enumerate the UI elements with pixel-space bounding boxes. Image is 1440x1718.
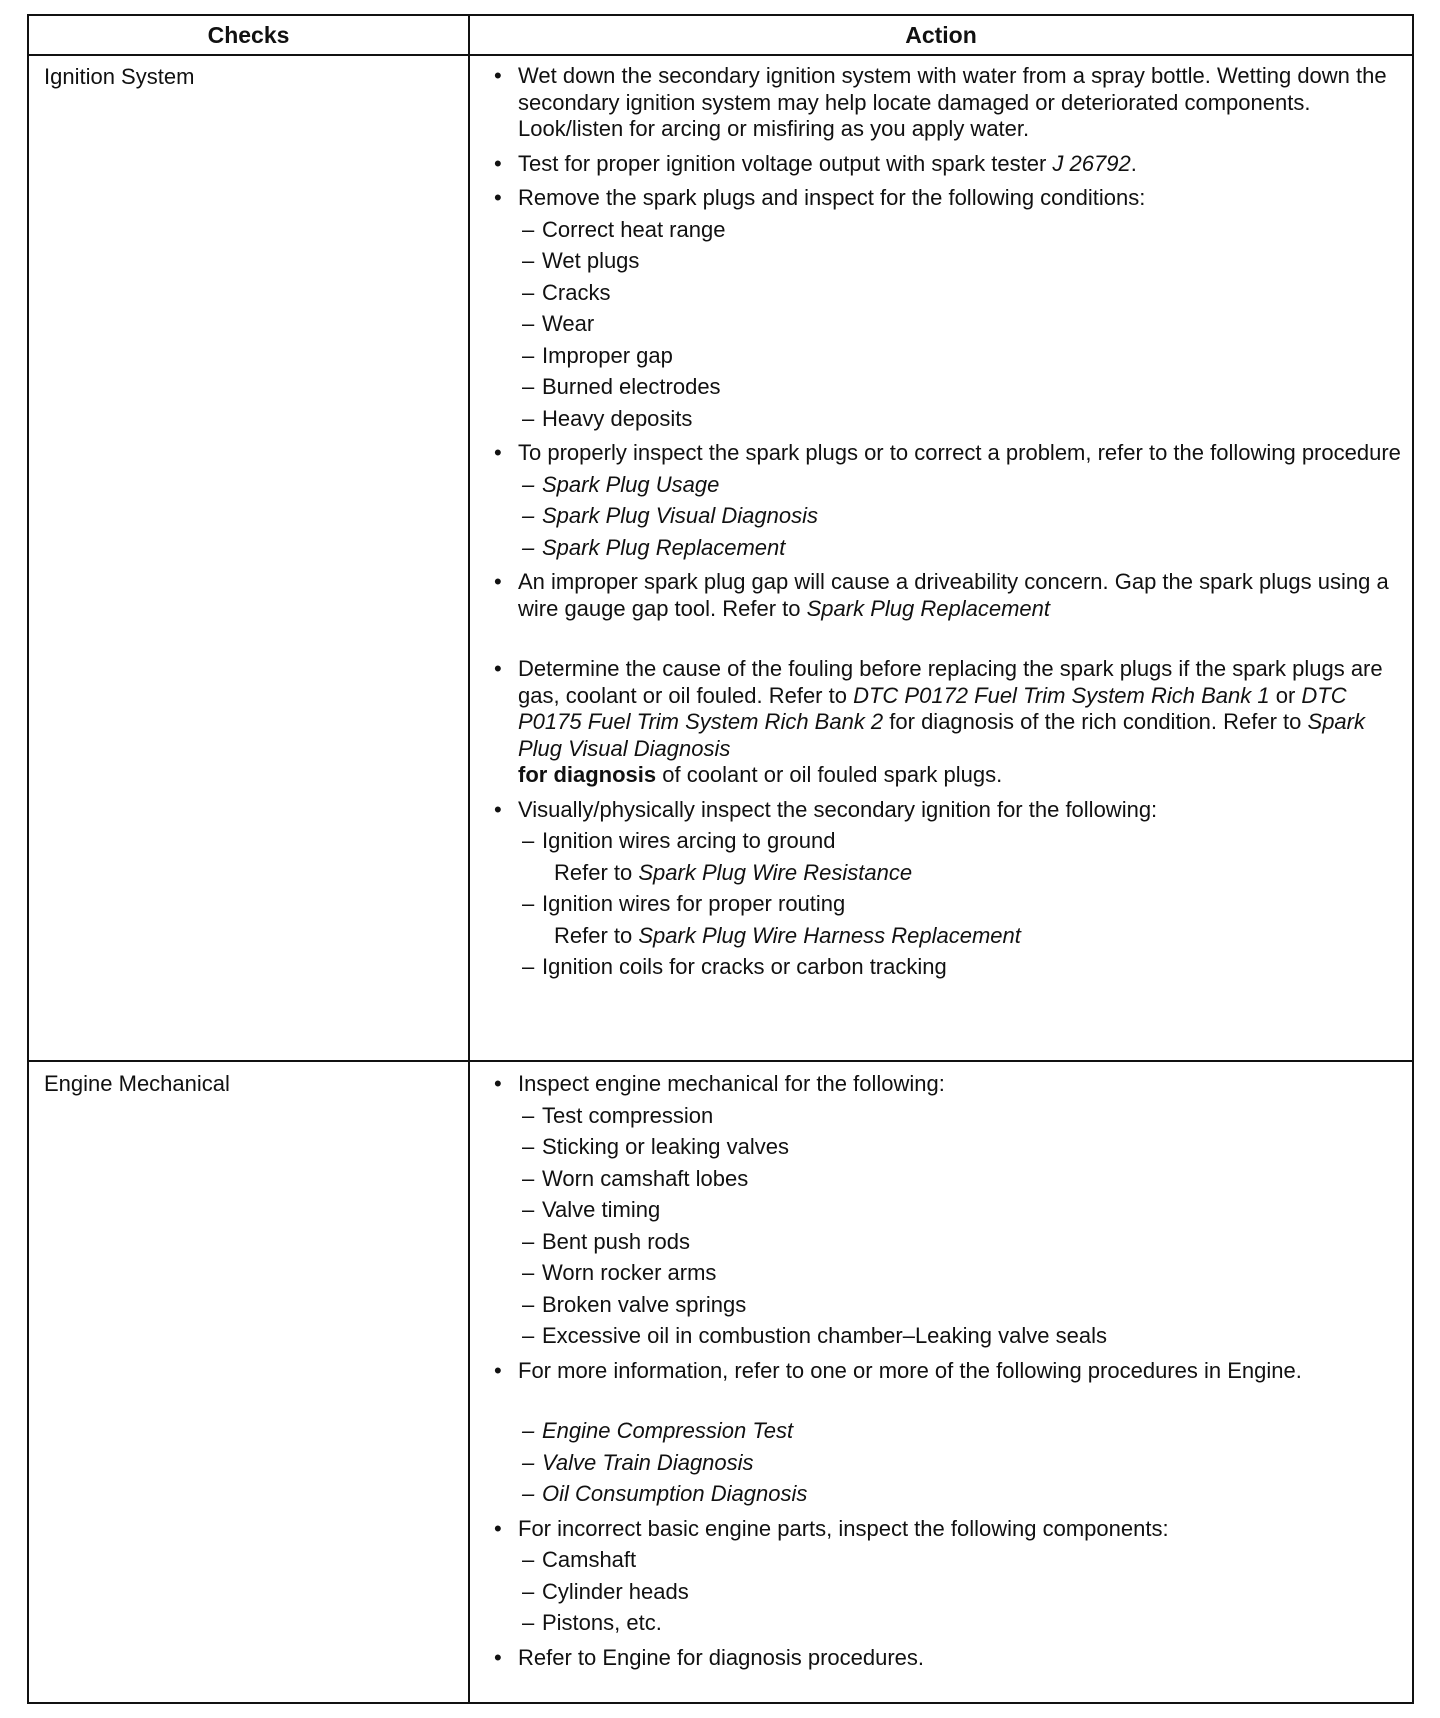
header-action: Action <box>905 22 977 48</box>
procedure-link[interactable]: Spark Plug Wire Resistance <box>638 859 913 885</box>
action-ignition-system <box>494 63 1402 981</box>
table-header <box>29 16 1412 56</box>
bullet-incorrect-parts: • For incorrect basic engine parts, inspect the following components: <box>494 1516 1402 1543</box>
procedure-link[interactable]: – Engine Compression Test <box>494 1418 1402 1445</box>
bullet-remove-plugs: • Remove the spark plugs and inspect for the following conditions: <box>494 185 1402 212</box>
tool-ref: J 26792 <box>1052 150 1131 176</box>
procedure-link[interactable]: – Valve Train Diagnosis <box>494 1450 1402 1477</box>
list-item: – Wear <box>494 311 1402 338</box>
check-engine-mechanical: Engine Mechanical <box>44 1071 230 1096</box>
list-item: – Valve timing <box>494 1197 1402 1224</box>
procedure-link[interactable]: – Spark Plug Usage <box>494 472 1402 499</box>
dtc-link[interactable]: DTC P0175 Fuel Trim System Rich Bank 2 <box>518 682 1347 734</box>
row-divider <box>29 1060 1412 1062</box>
procedure-link[interactable]: Spark Plug Replacement <box>806 595 1050 621</box>
list-item: – Sticking or leaking valves <box>494 1134 1402 1161</box>
bullet-inspect-engine: • Inspect engine mechanical for the following: <box>494 1071 1402 1098</box>
list-item: – Correct heat range <box>494 217 1402 244</box>
procedure-link[interactable]: – Oil Consumption Diagnosis <box>494 1481 1402 1508</box>
list-item: – Cylinder heads <box>494 1579 1402 1606</box>
bullet-secondary-ignition: • Visually/physically inspect the secondary ignition for the following: <box>494 797 1402 824</box>
list-item: – Pistons, etc. <box>494 1610 1402 1637</box>
checks-table <box>27 14 1414 1704</box>
list-item: – Worn rocker arms <box>494 1260 1402 1287</box>
bullet-refer-engine: • Refer to Engine for diagnosis procedures. <box>494 1645 1402 1672</box>
bullet-wet-down: • Wet down the secondary ignition system with water from a spray bottle. Wetting down the secondary ignition system may help locate damaged or deteriorated components. Look/listen for arcing or misfiring as you apply water. <box>494 63 1402 143</box>
list-item: – Test compression <box>494 1103 1402 1130</box>
list-item: – Ignition wires for proper routing <box>494 891 1402 918</box>
bullet-fouling: • Determine the cause of the fouling before replacing the spark plugs if the spark plugs are gas, coolant or oil fouled. Refer to DTC P0172 Fuel Trim System Rich Bank 1 or DTC P0175 Fuel Trim System Rich Bank 2 for diagnosis of the rich condition. Refer to Spark Plug Visual Diagnosis for diagnosis of coolant or oil fouled spark plugs. <box>494 656 1402 789</box>
list-item: – Ignition wires arcing to ground <box>494 828 1402 855</box>
bullet-more-info: • For more information, refer to one or more of the following procedures in Engine. <box>494 1358 1402 1385</box>
bullet-gap: • An improper spark plug gap will cause a driveability concern. Gap the spark plugs using a wire gauge gap tool. Refer to Spark Plug Replacement <box>494 569 1402 622</box>
list-item: – Excessive oil in combustion chamber–Leaking valve seals <box>494 1323 1402 1350</box>
list-item: – Camshaft <box>494 1547 1402 1574</box>
action-engine-mechanical <box>494 1071 1402 1671</box>
bullet-spark-tester: • Test for proper ignition voltage output with spark tester J 26792. <box>494 151 1402 178</box>
procedure-link[interactable]: Spark Plug Visual Diagnosis <box>518 709 1365 761</box>
column-divider <box>468 16 470 1702</box>
list-item: – Ignition coils for cracks or carbon tracking <box>494 954 1402 981</box>
bullet-inspect-procedure: • To properly inspect the spark plugs or to correct a problem, refer to the following procedure <box>494 440 1402 467</box>
refer-line: Refer to Spark Plug Wire Harness Replacement <box>554 922 1021 948</box>
list-item: – Burned electrodes <box>494 374 1402 401</box>
dtc-link[interactable]: DTC P0172 Fuel Trim System Rich Bank 1 <box>853 682 1270 708</box>
procedure-link[interactable]: Spark Plug Wire Harness Replacement <box>638 922 1021 948</box>
procedure-link[interactable]: – Spark Plug Visual Diagnosis <box>494 503 1402 530</box>
list-item: – Broken valve springs <box>494 1292 1402 1319</box>
check-ignition-system: Ignition System <box>44 64 195 89</box>
list-item: – Improper gap <box>494 343 1402 370</box>
list-item: – Heavy deposits <box>494 406 1402 433</box>
refer-line: Refer to Spark Plug Wire Resistance <box>554 859 913 885</box>
list-item: – Wet plugs <box>494 248 1402 275</box>
list-item: – Worn camshaft lobes <box>494 1166 1402 1193</box>
header-checks: Checks <box>207 22 290 48</box>
procedure-link[interactable]: – Spark Plug Replacement <box>494 535 1402 562</box>
list-item: – Bent push rods <box>494 1229 1402 1256</box>
list-item: – Cracks <box>494 280 1402 307</box>
